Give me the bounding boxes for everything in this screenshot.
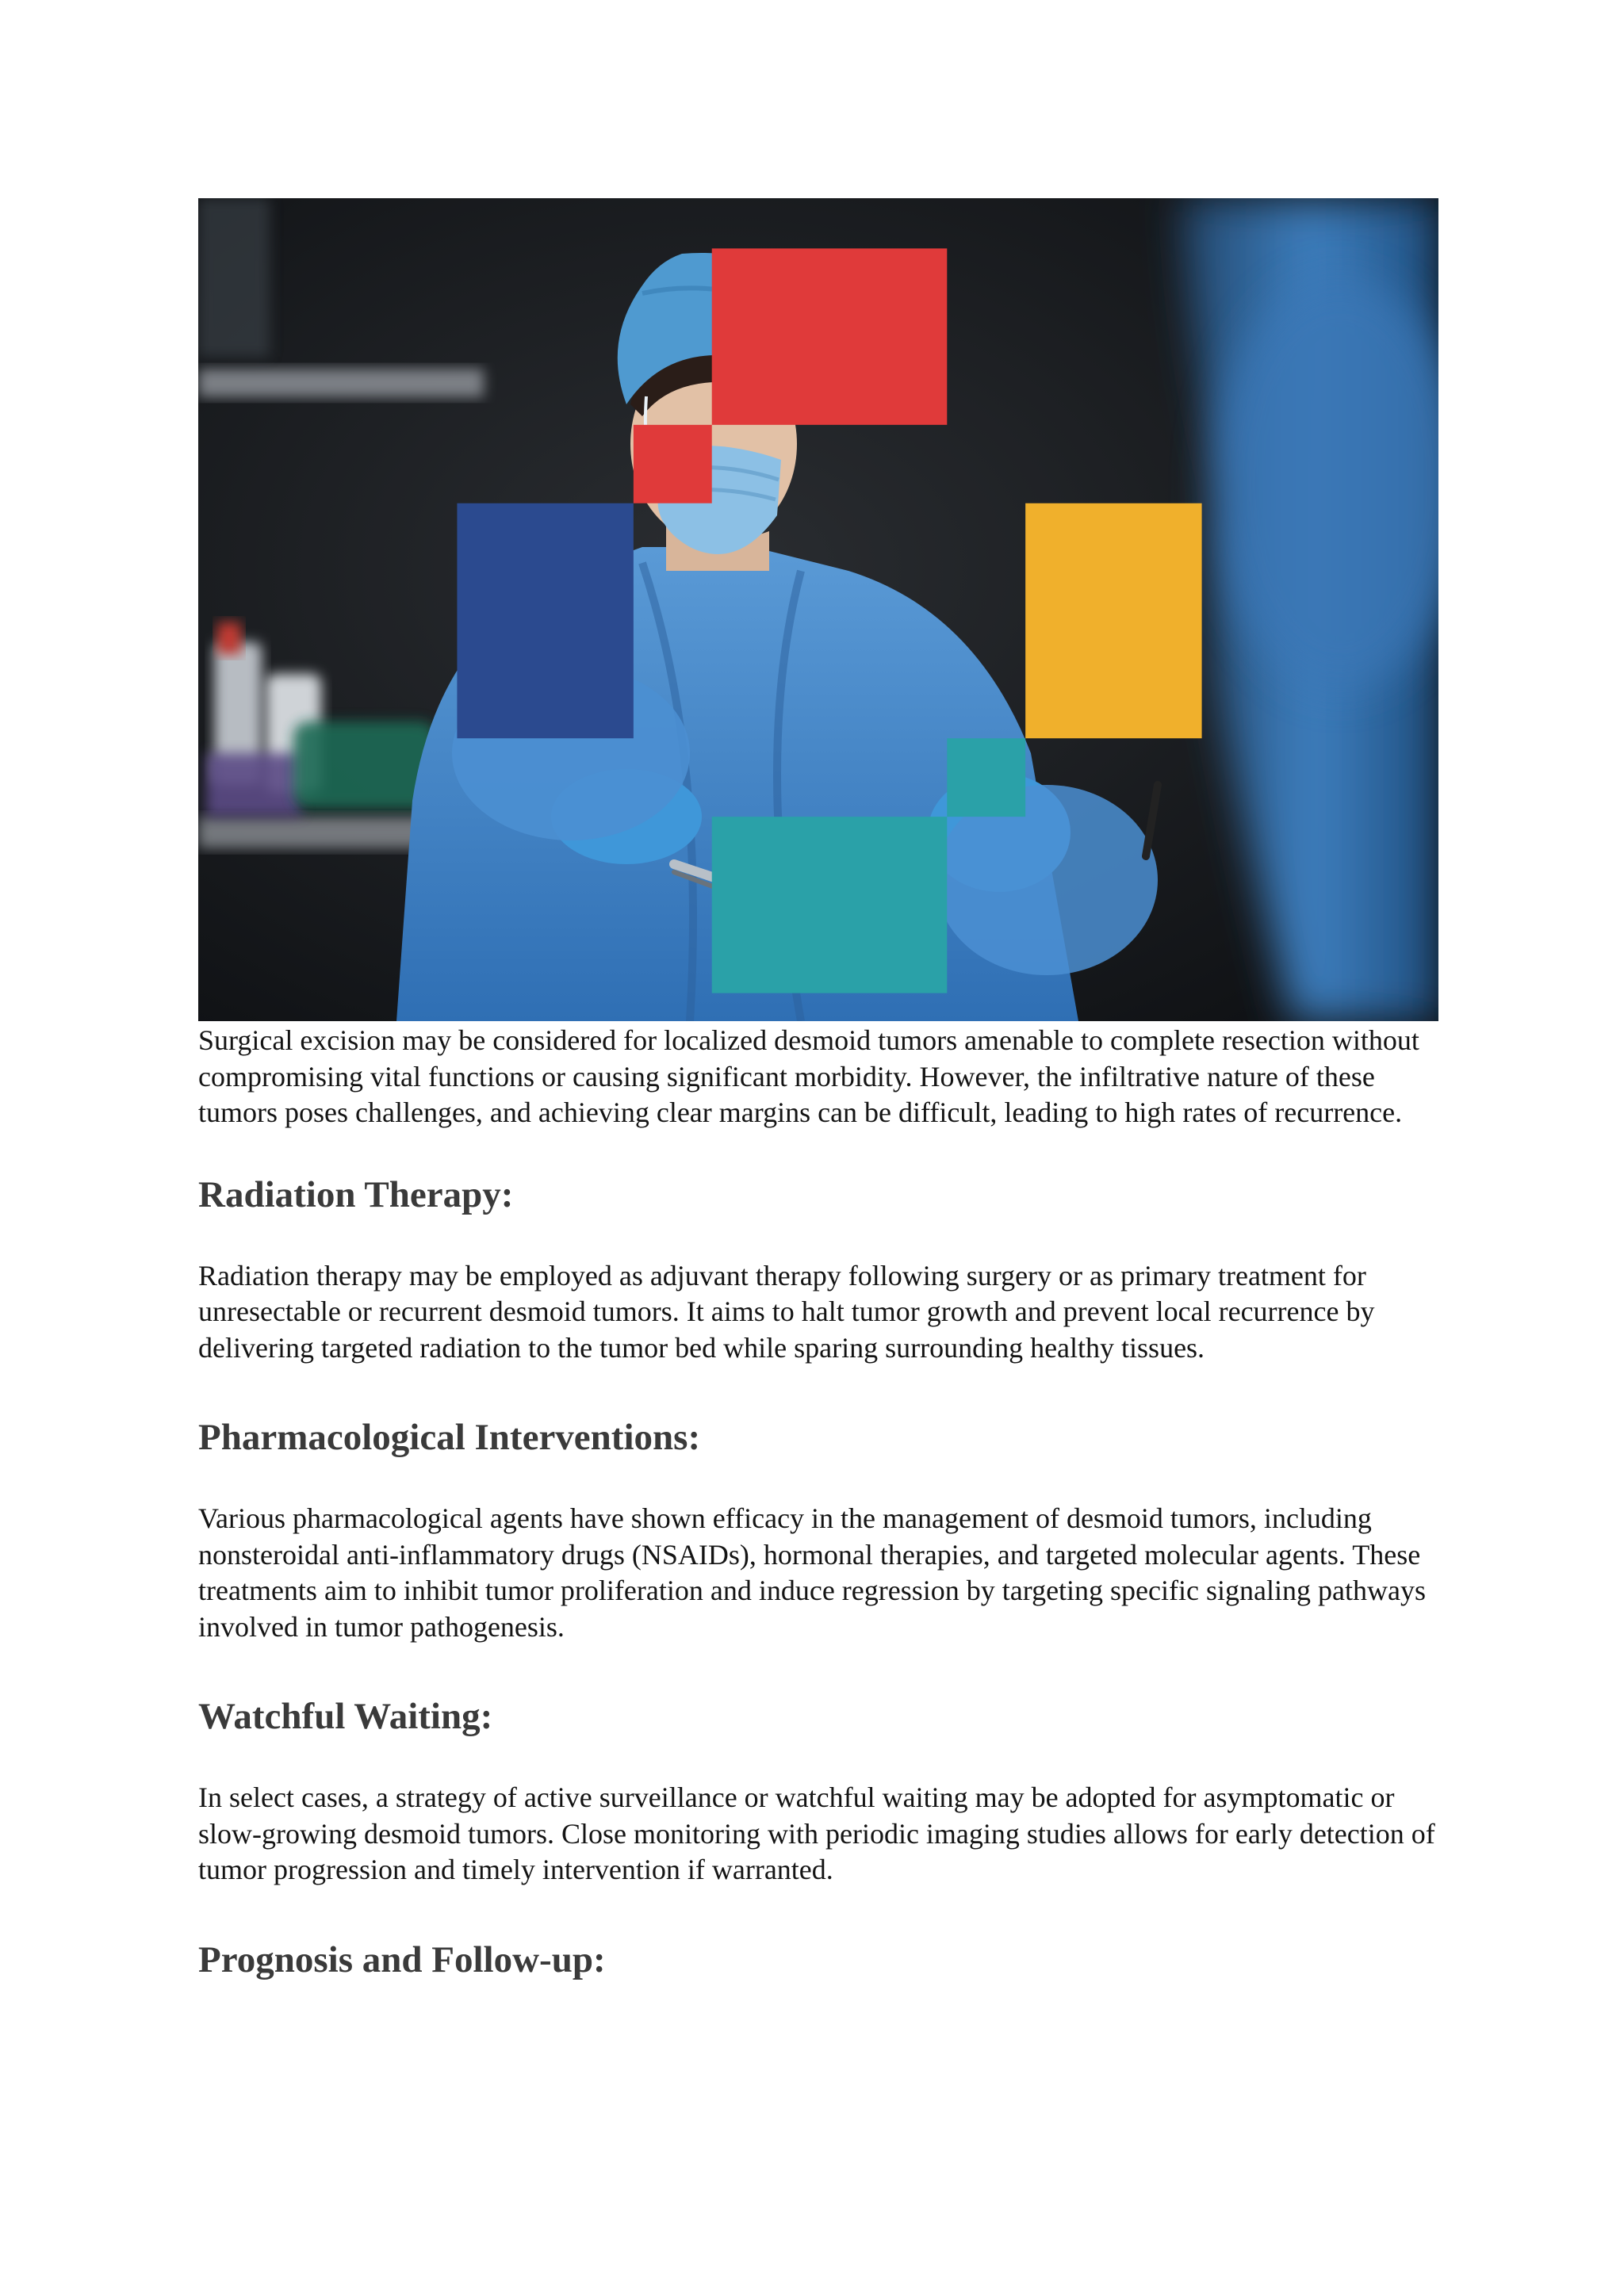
radiation-therapy-paragraph: Radiation therapy may be employed as adjuvant therapy following surgery or as primary treatment for unresectable or recurrent desmoid tumors. It aims to halt tumor growth and prevent local recurrence by delivering targeted radiation to the tumor bed while sparing surrounding healthy tissues. — [198, 1259, 1375, 1364]
document-page — [198, 198, 1438, 1982]
watchful-waiting-paragraph: In select cases, a strategy of active surveillance or watchful waiting may be adopted for asymptomatic or slow-growing desmoid tumors. Close monitoring with periodic imaging studies allows for early detection of tumor progression and timely intervention if warranted. — [198, 1781, 1435, 1885]
pharmacological-interventions-paragraph: Various pharmacological agents have shown efficacy in the management of desmoid tumors, including nonsteroidal anti-inflammatory drugs (NSAIDs), hormonal therapies, and targeted molecular agents. These treatments aim to inhibit tumor proliferation and induce regression by targeting specific signaling pathways involved in tumor pathogenesis. — [198, 1502, 1426, 1643]
pharmacological-interventions-heading: Pharmacological Interventions: — [198, 1417, 701, 1458]
watchful-waiting-heading: Watchful Waiting: — [198, 1696, 493, 1737]
intro-paragraph: Surgical excision may be considered for localized desmoid tumors amenable to complete resection without compromising vital functions or causing significant morbidity. However, the infiltrative nature of these tumors poses challenges, and achieving clear margins can be difficult, leading to high rates of recurrence. — [198, 1024, 1419, 1128]
prognosis-follow-up-heading: Prognosis and Follow-up: — [198, 1938, 606, 1980]
cross-logo-icon — [209, 209, 1438, 1021]
radiation-therapy-heading: Radiation Therapy: — [198, 1173, 514, 1215]
surgeon-photo — [198, 198, 1438, 1021]
